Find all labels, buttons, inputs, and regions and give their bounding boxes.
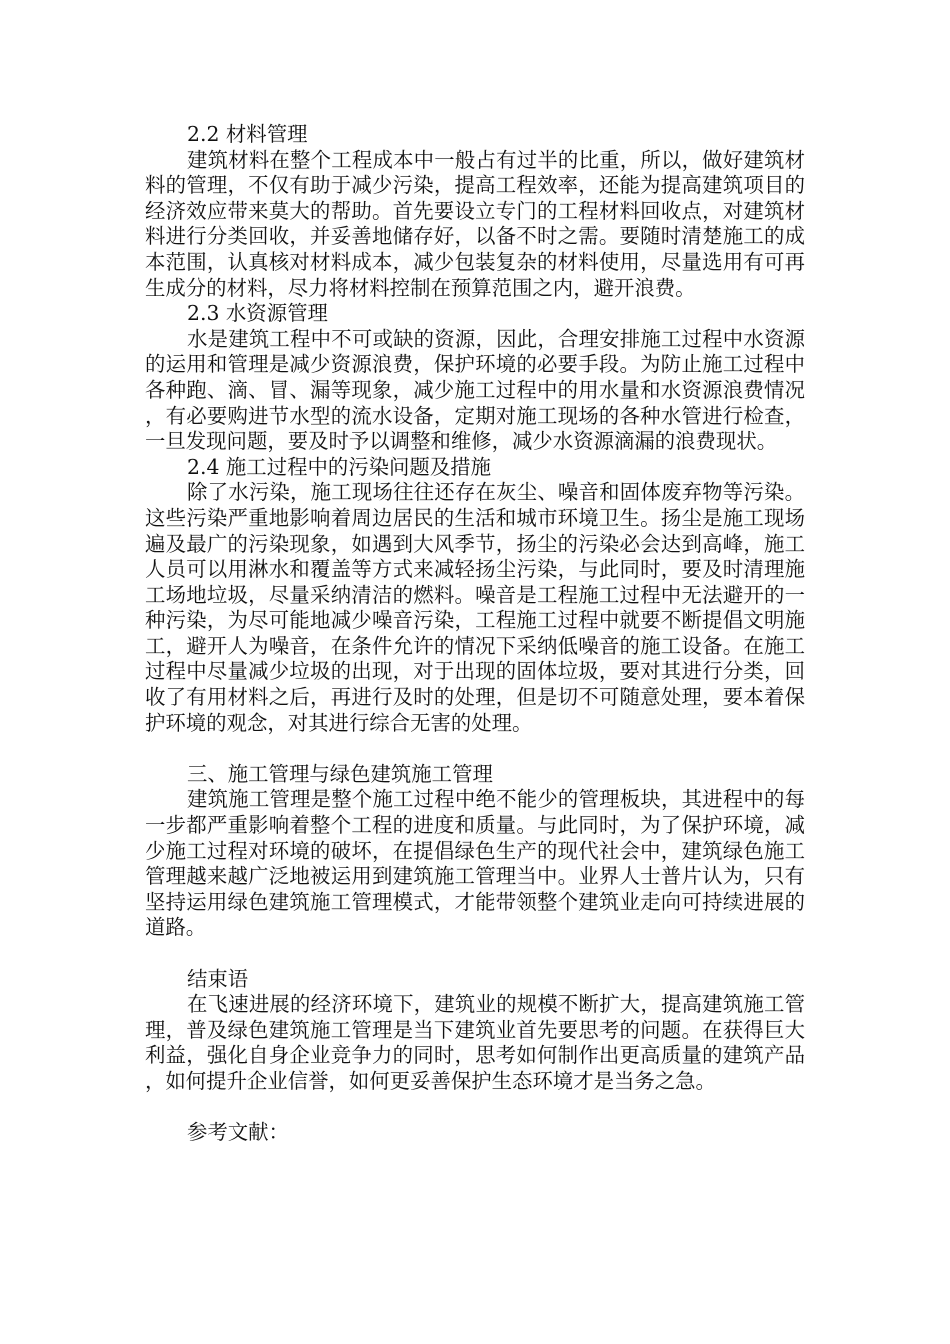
blank-line xyxy=(145,736,805,762)
section-heading-construction-pollution: 2.4 施工过程中的污染问题及措施 xyxy=(187,454,491,479)
paragraph-water-resource-management: 水是建筑工程中不可或缺的资源，因此，合理安排施工过程中水资源的运用和管理是减少资源浪费，保护环境的必要手段。为防止施工过程中各种跑、滴、冒、漏等现象，减少施工过程中的用水量和水资源浪费情况，有必要购进节水型的流水设备，定期对施工现场的各种水管进行检查，一旦发现问题，要及时予以调整和维修，减少水资源滴漏的浪费现状。 xyxy=(145,326,805,454)
section-heading-water-resource-management: 2.3 水资源管理 xyxy=(187,301,328,326)
references-heading: 参考文献： xyxy=(187,1120,289,1145)
section-heading-material-management: 2.2 材料管理 xyxy=(187,122,308,146)
section-heading-conclusion: 结束语 xyxy=(187,966,249,991)
blank-line xyxy=(145,941,805,967)
document-page xyxy=(145,122,805,1146)
section-heading-green-construction-management: 三、施工管理与绿色建筑施工管理 xyxy=(187,761,493,786)
paragraph-conclusion: 在飞速进展的经济环境下，建筑业的规模不断扩大，提高建筑施工管理，普及绿色建筑施工管理是当下建筑业首先要思考的问题。在获得巨大利益，强化自身企业竞争力的同时，思考如何制作出更高质量的建筑产品，如何提升企业信誉，如何更妥善保护生态环境才是当务之急。 xyxy=(145,992,805,1093)
paragraph-construction-pollution: 除了水污染，施工现场往往还存在灰尘、噪音和固体废弃物等污染。这些污染严重地影响着周边居民的生活和城市环境卫生。扬尘是施工现场遍及最广的污染现象，如遇到大风季节，扬尘的污染必会达到高峰，施工人员可以用淋水和覆盖等方式来减轻扬尘污染，与此同时，要及时清理施工场地垃圾，尽量采纳清洁的燃料。噪音是工程施工过程中无法避开的一种污染，为尽可能地减少噪音污染，工程施工过程中就要不断提倡文明施工，避开人为噪音，在条件允许的情况下采纳低噪音的施工设备。在施工过程中尽量减少垃圾的出现，对于出现的固体垃圾，要对其进行分类，回收了有用材料之后，再进行及时的处理，但是切不可随意处理，要本着保护环境的观念，对其进行综合无害的处理。 xyxy=(145,480,805,735)
paragraph-material-management: 建筑材料在整个工程成本中一般占有过半的比重，所以，做好建筑材料的管理，不仅有助于减少污染，提高工程效率，还能为提高建筑项目的经济效应带来莫大的帮助。首先要设立专门的工程材料回收点，对建筑材料进行分类回收，并妥善地储存好，以备不时之需。要随时清楚施工的成本范围，认真核对材料成本，减少包装复杂的材料使用，尽量选用有可再生成分的材料，尽力将材料控制在预算范围之内，避开浪费。 xyxy=(145,147,805,300)
paragraph-green-construction-management: 建筑施工管理是整个施工过程中绝不能少的管理板块，其进程中的每一步都严重影响着整个工程的进度和质量。与此同时，为了保护环境，减少施工过程对环境的破坏，在提倡绿色生产的现代社会中，建筑绿色施工管理越来越广泛地被运用到建筑施工管理当中。业界人士普片认为，只有坚持运用绿色建筑施工管理模式，才能带领整个建筑业走向可持续进展的道路。 xyxy=(145,787,805,940)
blank-line xyxy=(145,1095,805,1121)
